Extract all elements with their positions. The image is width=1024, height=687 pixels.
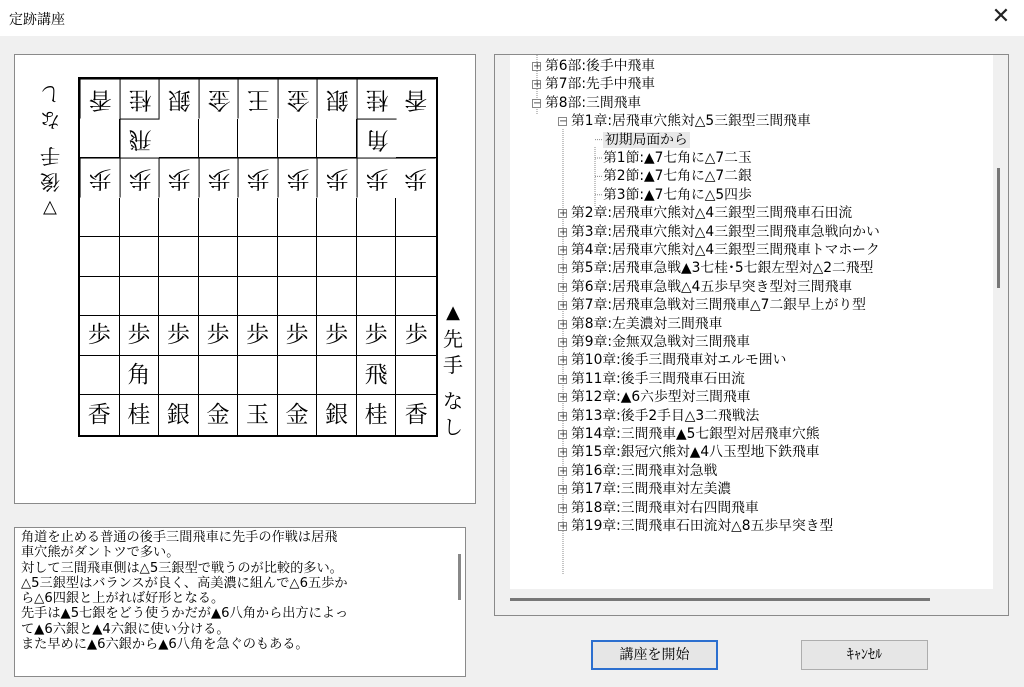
tree-item[interactable] xyxy=(571,204,852,222)
board-piece[interactable]: 桂 xyxy=(120,395,160,435)
board-square[interactable] xyxy=(120,277,160,317)
tree-item[interactable] xyxy=(571,223,880,241)
board-piece[interactable]: 飛 xyxy=(120,119,160,159)
board-square[interactable] xyxy=(159,237,199,277)
tree-item[interactable] xyxy=(571,462,717,480)
board-piece[interactable]: 歩 xyxy=(80,158,120,198)
board-square[interactable] xyxy=(80,119,120,159)
board-piece[interactable]: 角 xyxy=(120,356,160,396)
tree-item-label: 第9章:金無双急戦対三間飛車 xyxy=(571,334,750,350)
expand-icon[interactable]: + xyxy=(533,61,542,72)
start-lesson-button[interactable]: 講座を開始 xyxy=(591,640,718,670)
collapse-icon[interactable]: − xyxy=(533,97,542,109)
tree-item-label: 第15章:銀冠穴熊対▲4八玉型地下鉄飛車 xyxy=(571,444,820,461)
expand-icon[interactable]: + xyxy=(559,245,568,256)
sente-hand xyxy=(438,300,468,440)
expand-icon[interactable]: + xyxy=(559,447,568,459)
board-square[interactable] xyxy=(317,198,357,238)
expand-icon[interactable]: + xyxy=(559,373,568,385)
title-bar xyxy=(0,0,1024,36)
board-square[interactable] xyxy=(317,237,357,277)
board-piece[interactable]: 歩 xyxy=(120,158,160,198)
tree-item-label: 第17章:三間飛車対左美濃 xyxy=(571,481,732,498)
board-piece[interactable]: 歩 xyxy=(317,158,357,198)
board-square[interactable] xyxy=(238,119,278,159)
board-piece[interactable]: 歩 xyxy=(357,158,397,198)
tree-item[interactable] xyxy=(571,241,880,259)
board-square[interactable] xyxy=(80,198,120,238)
lesson-tree[interactable] xyxy=(510,55,993,589)
board-square[interactable] xyxy=(199,237,239,277)
board-piece[interactable]: 銀 xyxy=(317,395,357,435)
board-piece[interactable]: 歩 xyxy=(238,316,278,356)
board-square[interactable] xyxy=(278,277,318,317)
sente-pieces-in-hand: な xyxy=(443,389,463,413)
board-square[interactable] xyxy=(238,237,278,277)
description-line: ら△6四銀と上がれば好形となる。 xyxy=(21,591,225,607)
board-square[interactable] xyxy=(396,356,436,396)
description-line: △5三銀型はバランスが良く、高美濃に組んで△6五歩か xyxy=(21,575,348,591)
board-piece[interactable]: 歩 xyxy=(199,316,239,356)
shogi-board xyxy=(78,77,438,437)
board-panel xyxy=(14,54,476,504)
window-title: 定跡講座 xyxy=(9,12,65,28)
expand-icon[interactable]: + xyxy=(559,300,568,312)
expand-icon[interactable]: + xyxy=(559,392,568,404)
tree-item[interactable] xyxy=(571,407,759,425)
tree-item[interactable] xyxy=(571,296,866,314)
board-square[interactable] xyxy=(199,356,239,396)
board-square[interactable] xyxy=(199,277,239,317)
board-piece[interactable]: 歩 xyxy=(159,158,199,198)
expand-icon[interactable]: + xyxy=(559,337,568,348)
tree-item[interactable] xyxy=(571,333,750,351)
gote-pieces-in-hand: し xyxy=(40,82,60,106)
board-piece[interactable]: 桂 xyxy=(120,79,160,119)
board-square[interactable] xyxy=(159,356,199,396)
board-square[interactable] xyxy=(357,198,397,238)
tree-item-label: 第1章:居飛車穴熊対△5三銀型三間飛車 xyxy=(571,113,811,130)
tree-item-label: 第19章:三間飛車石田流対△8五歩早突き型 xyxy=(571,518,834,534)
board-piece[interactable]: 歩 xyxy=(278,158,318,198)
board-piece[interactable]: 玉 xyxy=(238,395,278,435)
tree-item[interactable] xyxy=(545,75,655,93)
expand-icon[interactable]: + xyxy=(559,484,568,496)
tree-item-label: 第7章:居飛車急戦対三間飛車△7二銀早上がり型 xyxy=(571,297,866,314)
board-grid xyxy=(80,79,436,435)
expand-icon[interactable]: + xyxy=(559,410,568,422)
board-square[interactable] xyxy=(278,237,318,277)
description-line: 車穴熊がダントツで多い。 xyxy=(21,545,180,561)
board-piece[interactable]: 銀 xyxy=(159,79,199,119)
gote-pieces-in-hand: な xyxy=(40,108,60,132)
board-piece[interactable]: 歩 xyxy=(278,316,318,356)
tree-item-label: 第3章:居飛車穴熊対△4三銀型三間飛車急戦向かい xyxy=(571,223,880,240)
description-line: また早めに▲6六銀から▲6八角を急ぐのもある。 xyxy=(21,637,309,653)
tree-item-label: 第6部:後手中飛車 xyxy=(545,58,656,74)
expand-icon[interactable]: + xyxy=(559,429,568,440)
tree-item[interactable] xyxy=(571,315,722,333)
expand-icon[interactable]: + xyxy=(559,226,568,238)
board-square[interactable] xyxy=(120,198,160,238)
board-square[interactable] xyxy=(199,119,239,159)
tree-item[interactable] xyxy=(571,351,786,369)
tree-item-label: 第2節:▲7七角に△7二銀 xyxy=(603,168,752,185)
board-piece[interactable]: 銀 xyxy=(159,395,199,435)
tree-item[interactable] xyxy=(571,425,820,443)
description-box[interactable] xyxy=(14,527,466,677)
board-square[interactable] xyxy=(396,198,436,238)
board-square[interactable] xyxy=(278,198,318,238)
sente-pieces-in-hand: し xyxy=(443,415,463,439)
description-line: て▲6六銀と▲4六銀に使い分ける。 xyxy=(21,621,230,637)
cancel-button[interactable]: ｷｬﾝｾﾙ xyxy=(801,640,928,670)
board-piece[interactable]: 香 xyxy=(396,79,436,119)
board-square[interactable] xyxy=(278,356,318,396)
board-square[interactable] xyxy=(278,119,318,159)
board-piece[interactable]: 歩 xyxy=(238,158,278,198)
board-square[interactable] xyxy=(396,277,436,317)
description-text xyxy=(21,530,441,652)
description-line: 対して三間飛車側は△5三銀型で戦うのが比較的多い。 xyxy=(21,560,343,576)
board-square[interactable] xyxy=(357,237,397,277)
board-piece[interactable]: 金 xyxy=(199,79,239,119)
board-square[interactable] xyxy=(80,277,120,317)
board-piece[interactable]: 飛 xyxy=(357,356,397,396)
board-piece[interactable]: 歩 xyxy=(396,158,436,198)
tree-item-label: 第2章:居飛車穴熊対△4三銀型三間飛車石田流 xyxy=(571,205,853,222)
tree-horizontal-scrollbar[interactable] xyxy=(510,598,930,601)
board-piece[interactable]: 銀 xyxy=(317,79,357,119)
tree-item-label: 第8章:左美濃対三間飛車 xyxy=(571,315,723,332)
expand-icon[interactable]: + xyxy=(559,318,568,330)
board-square[interactable] xyxy=(199,198,239,238)
tree-item-label: 第7部:先手中飛車 xyxy=(545,76,656,93)
board-square[interactable] xyxy=(80,356,120,396)
tree-item-label: 第10章:後手三間飛車対エルモ囲い xyxy=(571,352,787,369)
tree-item-label: 第5章:居飛車急戦▲3七桂･5七銀左型対△2二飛型 xyxy=(571,260,874,277)
tree-item-label: 第16章:三間飛車対急戦 xyxy=(571,462,718,479)
expand-icon[interactable]: + xyxy=(533,79,542,91)
board-piece[interactable]: 歩 xyxy=(159,316,199,356)
expand-icon[interactable]: + xyxy=(559,281,568,293)
tree-item-label: 第3節:▲7七角に△5四歩 xyxy=(603,186,752,203)
tree-item[interactable] xyxy=(603,149,752,167)
board-piece[interactable]: 桂 xyxy=(357,395,397,435)
gote-hand xyxy=(35,81,65,221)
board-square[interactable] xyxy=(159,119,199,159)
tree-item[interactable] xyxy=(571,112,811,130)
board-square[interactable] xyxy=(120,237,160,277)
tree-item-label: 第6章:居飛車急戦△4五歩早突き型対三間飛車 xyxy=(571,278,853,295)
tree-item[interactable] xyxy=(571,259,873,277)
tree-item[interactable] xyxy=(571,517,833,535)
tree-item[interactable] xyxy=(545,57,655,75)
board-piece[interactable]: 歩 xyxy=(120,316,160,356)
tree-item-label: 第18章:三間飛車対右四間飛車 xyxy=(571,499,759,516)
tree-item-label: 初期局面から xyxy=(605,131,688,148)
sente-mark: ▲ xyxy=(446,302,460,323)
collapse-icon[interactable]: − xyxy=(559,116,568,128)
board-piece[interactable]: 香 xyxy=(80,79,120,119)
description-scrollbar[interactable] xyxy=(458,554,461,600)
board-piece[interactable]: 金 xyxy=(278,395,318,435)
board-piece[interactable]: 香 xyxy=(80,395,120,435)
expand-icon[interactable]: + xyxy=(559,521,568,532)
board-piece[interactable]: 金 xyxy=(278,79,318,119)
tree-item-label: 第14章:三間飛車▲5七銀型対居飛車穴熊 xyxy=(571,426,820,442)
tree-item-label: 第11章:後手三間飛車石田流 xyxy=(571,370,745,387)
tree-item[interactable] xyxy=(571,480,731,498)
tree-item[interactable] xyxy=(545,94,641,112)
expand-icon[interactable]: + xyxy=(559,208,568,220)
board-piece[interactable]: 角 xyxy=(357,119,397,159)
expand-icon[interactable]: + xyxy=(559,502,568,514)
board-piece[interactable]: 歩 xyxy=(80,316,120,356)
tree-item[interactable] xyxy=(571,278,852,296)
board-square[interactable] xyxy=(317,356,357,396)
board-piece[interactable]: 王 xyxy=(238,79,278,119)
expand-icon[interactable]: + xyxy=(559,465,568,477)
board-piece[interactable]: 金 xyxy=(199,395,239,435)
tree-item[interactable] xyxy=(603,186,752,204)
board-square[interactable] xyxy=(317,119,357,159)
gote-mark: ▽ xyxy=(43,198,57,219)
board-square[interactable] xyxy=(238,277,278,317)
sente-label: 手 xyxy=(443,353,463,377)
board-square[interactable] xyxy=(238,356,278,396)
board-square[interactable] xyxy=(396,119,436,159)
tree-item[interactable] xyxy=(571,499,759,517)
tree-item-label: 第12章:▲6六歩型対三間飛車 xyxy=(571,389,751,406)
board-piece[interactable]: 歩 xyxy=(357,316,397,356)
description-line: 角道を止める普通の後手三間飛車に先手の作戦は居飛 xyxy=(21,530,338,545)
tree-item-label: 第13章:後手2手目△3二飛戦法 xyxy=(571,407,760,424)
close-icon[interactable]: ✕ xyxy=(991,4,1011,29)
board-square[interactable] xyxy=(357,277,397,317)
board-square[interactable] xyxy=(238,198,278,238)
tree-item[interactable] xyxy=(571,388,751,406)
board-square[interactable] xyxy=(80,237,120,277)
sente-label: 先 xyxy=(443,327,463,351)
tree-vertical-scrollbar[interactable] xyxy=(997,168,1000,288)
description-line: 先手は▲5七銀をどう使うかだが▲6八角から出方によっ xyxy=(21,606,349,622)
tree-item-label: 第8部:三間飛車 xyxy=(545,94,642,111)
tree-item[interactable] xyxy=(603,131,690,149)
board-square[interactable] xyxy=(396,237,436,277)
gote-label: 手 xyxy=(40,144,60,168)
board-square[interactable] xyxy=(317,277,357,317)
board-piece[interactable]: 歩 xyxy=(317,316,357,356)
expand-icon[interactable]: + xyxy=(559,263,568,275)
expand-icon[interactable]: + xyxy=(559,355,568,367)
tree-item[interactable] xyxy=(603,167,752,185)
tree-item[interactable] xyxy=(571,443,820,461)
board-square[interactable] xyxy=(159,277,199,317)
tree-item-label: 第4章:居飛車穴熊対△4三銀型三間飛車トマホーク xyxy=(571,242,880,258)
board-piece[interactable]: 歩 xyxy=(396,316,436,356)
gote-label: 後 xyxy=(40,170,60,194)
board-square[interactable] xyxy=(159,198,199,238)
board-piece[interactable]: 歩 xyxy=(199,158,239,198)
tree-item[interactable] xyxy=(571,370,745,388)
board-piece[interactable]: 香 xyxy=(404,401,428,428)
tree-item-label: 第1節:▲7七角に△7二玉 xyxy=(603,150,752,166)
board-piece[interactable]: 桂 xyxy=(357,79,397,119)
